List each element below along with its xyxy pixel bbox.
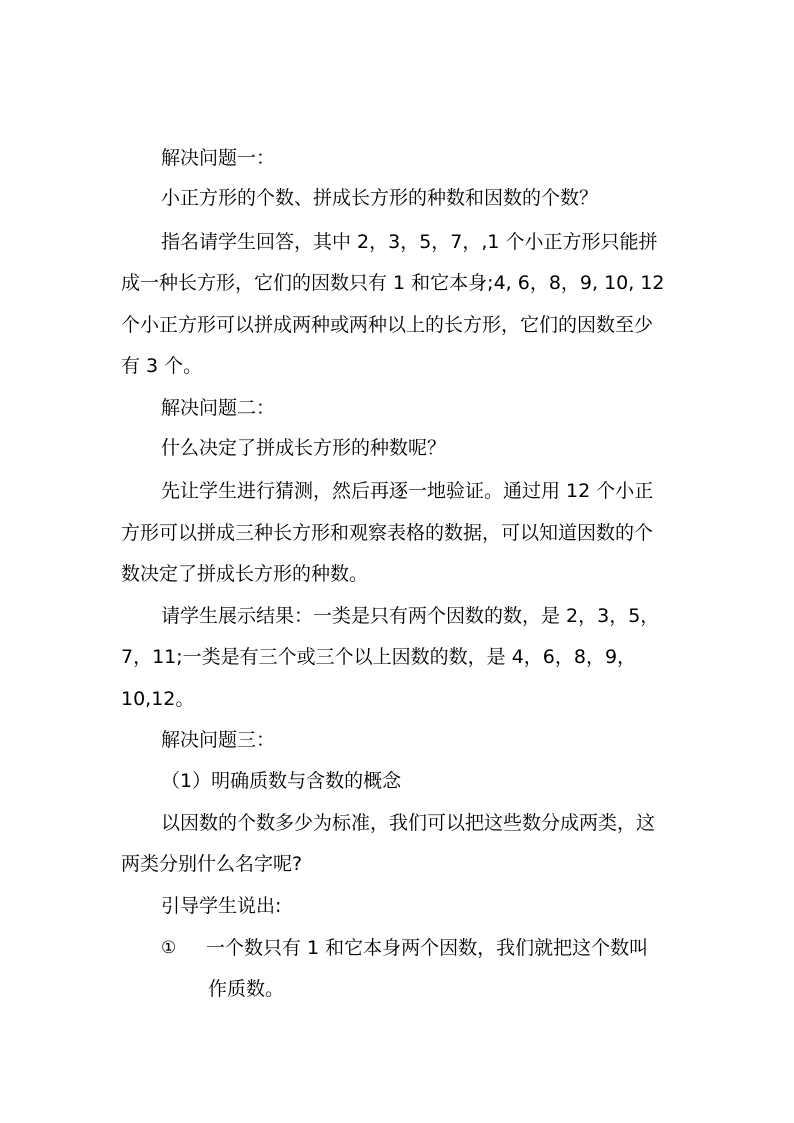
- list-item-1-line-1: 一个数只有 1 和它本身两个因数，我们就把这个数叫: [206, 937, 649, 959]
- list-marker-1: ①: [161, 938, 177, 958]
- paragraph-2-line-1: 先让学生进行猜测，然后再逐一地验证。通过用 12 个小正: [161, 480, 654, 502]
- paragraph-4-line-2: 两类分别什么名字呢?: [121, 853, 303, 875]
- paragraph-2-line-2: 方形可以拼成三种长方形和观察表格的数据，可以知道因数的个: [121, 522, 654, 544]
- question-2: 什么决定了拼成长方形的种数呢？: [161, 437, 447, 459]
- paragraph-3-line-3: 10,12。: [121, 688, 195, 710]
- paragraph-1-line-4: 有 3 个。: [121, 355, 203, 377]
- paragraph-2-line-3: 数决定了拼成长方形的种数。: [121, 563, 369, 585]
- question-1: 小正方形的个数、拼成长方形的种数和因数的个数？: [161, 187, 599, 209]
- paragraph-4-line-1: 以因数的个数多少为标准，我们可以把这些数分成两类，这: [161, 812, 656, 834]
- heading-problem-2: 解决问题二：: [161, 397, 276, 419]
- paragraph-1-line-1: 指名请学生回答，其中 2，3，5，7，,1 个小正方形只能拼: [161, 231, 658, 253]
- heading-problem-3: 解决问题三：: [161, 729, 276, 751]
- subheading-1: （1）明确质数与含数的概念: [161, 770, 402, 792]
- paragraph-3-line-1: 请学生展示结果：一类是只有两个因数的数，是 2，3，5，: [161, 605, 660, 627]
- heading-problem-1: 解决问题一：: [161, 147, 276, 169]
- paragraph-1-line-3: 个小正方形可以拼成两种或两种以上的长方形，它们的因数至少: [121, 314, 654, 336]
- paragraph-3-line-2: 7，11;一类是有三个或三个以上因数的数，是 4，6，8，9，: [121, 646, 637, 668]
- paragraph-1-line-2: 成一种长方形，它们的因数只有 1 和它本身;4, 6，8，9, 10, 12: [121, 272, 665, 294]
- list-item-1-line-2: 作质数。: [208, 978, 285, 1000]
- paragraph-5: 引导学生说出:: [161, 895, 282, 917]
